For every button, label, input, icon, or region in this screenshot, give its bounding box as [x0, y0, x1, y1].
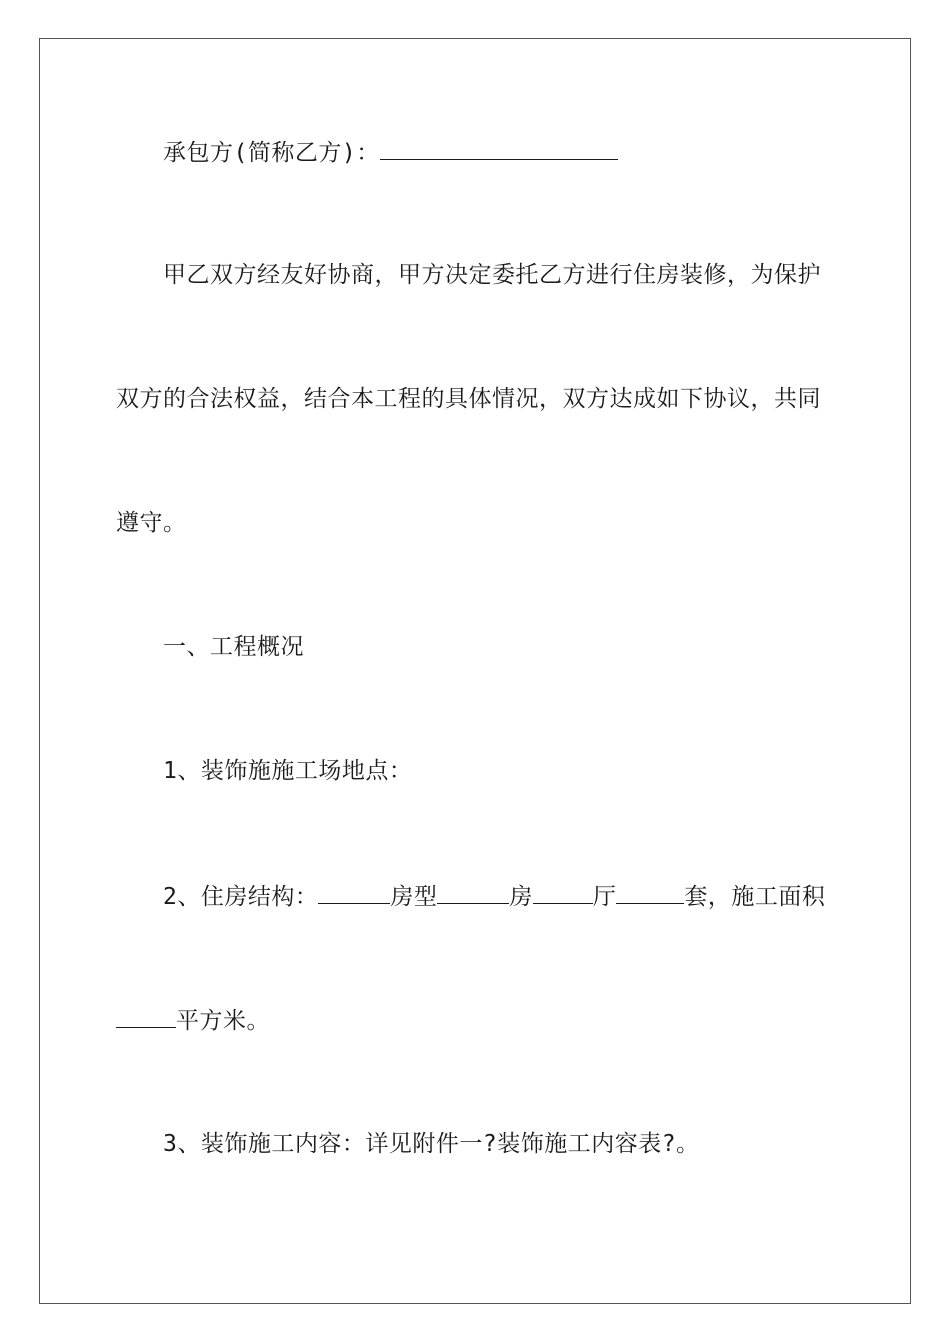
blank-rooms: [437, 881, 509, 904]
section-heading-overview: 一、工程概况: [163, 634, 304, 660]
item-2-area-unit: 平方米。: [176, 1008, 270, 1034]
item-1-site: 1、装饰施施工场地点：: [163, 758, 413, 784]
intro-line-1: 甲乙双方经友好协商，甲方决定委托乙方进行住房装修，为保护: [163, 262, 821, 288]
contractor-blank: [380, 137, 618, 160]
item-3-content: 3、装饰施工内容：详见附件一?装饰施工内容表?。: [163, 1131, 700, 1157]
intro-line-2: 双方的合法权益，结合本工程的具体情况，双方达成如下协议，共同: [116, 386, 821, 412]
item-2-sets-area: 套，施工面积: [684, 884, 826, 910]
blank-house-type: [318, 881, 390, 904]
item-2-structure: [163, 881, 825, 912]
item-2-prefix: 2、住房结构：: [163, 884, 319, 910]
contractor-label: 承包方(简称乙方)：: [163, 140, 380, 166]
page-border: [39, 38, 911, 1304]
item-2-rooms: 房: [509, 884, 533, 910]
contractor-line: [163, 137, 618, 168]
blank-sets: [616, 881, 684, 904]
blank-area: [116, 1005, 176, 1028]
item-2-halls: 厅: [592, 884, 617, 910]
item-2-house-type: 房型: [390, 884, 438, 910]
intro-line-3: 遵守。: [116, 510, 187, 536]
blank-halls: [533, 881, 593, 904]
item-2-area-line: [116, 1005, 270, 1036]
